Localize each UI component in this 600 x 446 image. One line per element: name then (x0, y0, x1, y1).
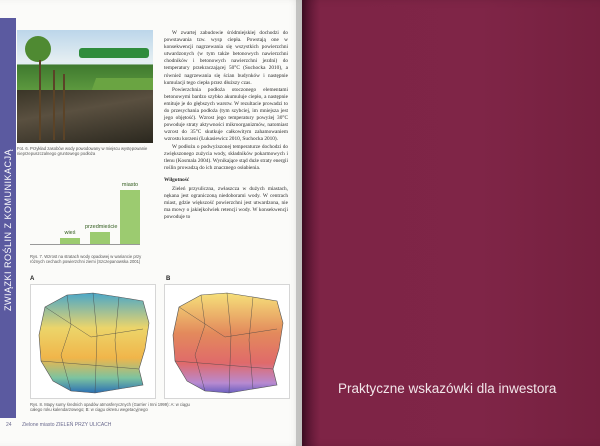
body-paragraph: Zieleń przyuliczna, zwłaszcza w dużych miastach, nękana jest ograniczoną niedoborami wody. W centrach miast, gdzie większość powierzchni jest utwardzona, nie ma mowy o jakiejkolwiek retencji wody. W konsekwencji powoduje to (164, 185, 288, 221)
bar-label-wies: wieś (64, 229, 76, 236)
bar-chart (30, 170, 150, 245)
section-heading: Wilgotność (164, 176, 190, 183)
street-photo (17, 30, 153, 143)
section-title: Praktyczne wskazówki dla inwestora (338, 381, 557, 396)
photo-caption: Fot. 6. Przykład zasobów wody powodowany w miejscu występowanie nieprzepuszczalnego gruntowego podłoża (17, 146, 148, 157)
bar-label-miasto: miasto (121, 181, 139, 188)
body-text-column (164, 30, 288, 221)
page-number: 24 (6, 422, 12, 428)
bar-wies (60, 238, 80, 244)
chapter-side-label: ZWIĄZKI ROŚLIN Z KOMUNIKACJĄ (3, 149, 13, 312)
body-paragraph: W podłożu o podwyższonej temperaturze dochodzi do zwiększonego zużycia wody, składników pokarmowych i tlenu (Kosmala 2004). Wynikające stąd duże straty energii roślin prowadzą do ich znacznego osłabienia. (164, 143, 288, 171)
body-paragraph: W zwartej zabudowie śródmiejskiej dochodzi do powstawania tzw. wysp ciepła. Powstają one w konsekwencji nagrzewania się wszystkich powierzchni utwardzonych (w tym także betonowych nawierzchni chodników i betonowych nawierzchni jezdni) do temperatury przekraczającej 50°C (Suchocka 2010), a również nagrzewania się ścian budynków i następnie kumulacji tego ciepła przez dłuższy czas. (164, 30, 288, 86)
photo-canopy (79, 48, 149, 58)
running-footer: Zielone miasto ZIELEŃ PRZY ULICACH (22, 422, 112, 428)
photo-tree (25, 36, 51, 62)
map-b-graphic (165, 285, 291, 400)
map-a-graphic (31, 285, 157, 400)
bar-chart-axis (30, 244, 140, 245)
photo-tree-trunk (39, 60, 41, 140)
body-paragraph: Powierzchnia podłoża otoczonego elementami betonowymi bardzo szybko akumuluje ciepło, a następnie emituje je do głębszych warstw. W rezultacie prowadzi to do przesychania podłoża (tym szybciej, im mniejsza jest jego objętość). Wzrost jego temperatury powyżej 30°C powoduje straty aktywności mikroorganizmów, natomiast wzrost do 35°C skutkuje całkowitym zahamowaniem wzrostu korzeni (Łukasiewicz 2010, Suchocka 2010). (164, 86, 288, 143)
maps-caption: Rys. 8. Mapy sumy średnich opadów atmosferycznych (Garrier i Inni 1999): A: w ciągu całego roku kalendarzowego; B: w ciągu okresu wegetacyjnego (30, 402, 190, 413)
bar-miasto (120, 190, 140, 244)
bar-label-przedmiescie: przedmieście (85, 223, 118, 230)
bar-przedmiescie (90, 232, 110, 244)
map-a-letter: A (30, 276, 35, 282)
photo-tree-trunk (63, 74, 65, 140)
spine-fold (296, 0, 308, 446)
rainfall-map-a (30, 284, 156, 399)
right-page (302, 0, 600, 446)
rainfall-map-b (164, 284, 290, 399)
map-b-letter: B (166, 276, 171, 282)
photo-muddy-path (17, 90, 153, 143)
photo-tree-trunk (53, 70, 55, 140)
bar-chart-caption: Rys. 7. Wzrost na stratach wody opadowej w wariancie przy różnych cechach powierzchni ziemi (Szczepanowska 2001) (30, 254, 142, 265)
